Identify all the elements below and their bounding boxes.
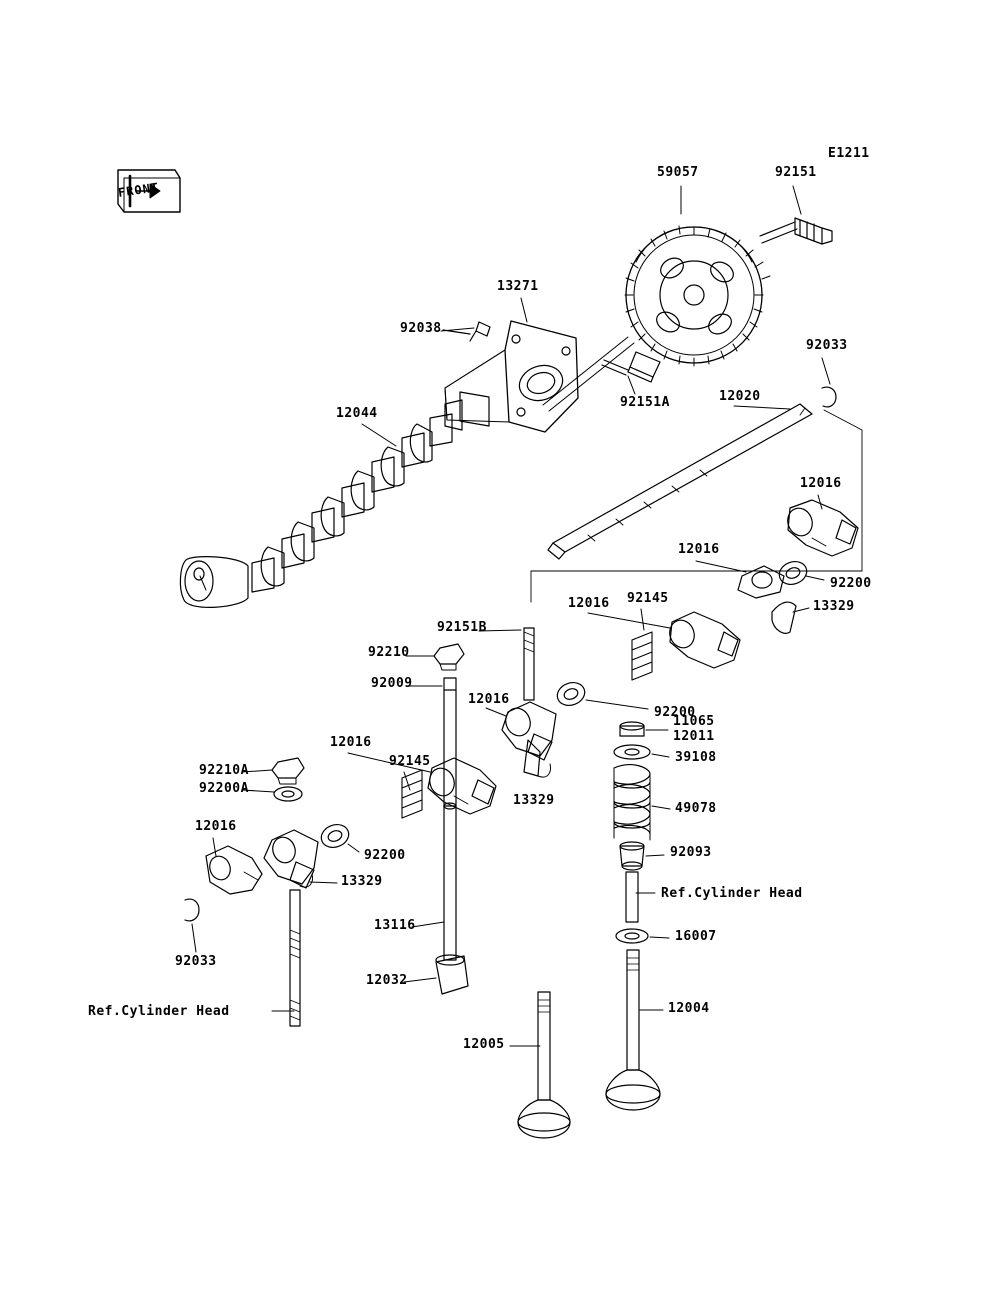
part-label-12016-c: 12016 [568, 596, 610, 611]
part-label-12005: 12005 [463, 1037, 505, 1052]
part-label-11065: 11065 [673, 714, 715, 729]
camshaft-gear [625, 226, 770, 366]
valve-12004 [606, 950, 660, 1110]
locating-pin [443, 322, 490, 341]
part-label-92200-b: 92200 [654, 705, 696, 720]
rocker-shaft [548, 387, 836, 559]
part-label-92038: 92038 [400, 321, 442, 336]
part-label-92145-b: 92145 [389, 754, 431, 769]
part-label-92200A: 92200A [199, 781, 249, 796]
part-label-12004: 12004 [668, 1001, 710, 1016]
holder-bolt [602, 352, 660, 382]
valve-12005 [518, 992, 570, 1138]
center-bolt-stack [434, 628, 534, 994]
valve-spring-stack [614, 722, 650, 943]
part-label-92009: 92009 [371, 676, 413, 691]
part-label-12016-d: 12016 [468, 692, 510, 707]
part-label-92151B: 92151B [437, 620, 487, 635]
part-label-92033-bottom: 92033 [175, 954, 217, 969]
part-label-92093: 92093 [670, 845, 712, 860]
part-label-12044: 12044 [336, 406, 378, 421]
part-label-12011: 12011 [673, 729, 715, 744]
part-label-12020: 12020 [719, 389, 761, 404]
part-label-13271: 13271 [497, 279, 539, 294]
ref-note-left: Ref.Cylinder Head [88, 1004, 230, 1019]
part-label-13329-c: 13329 [341, 874, 383, 889]
push-rod-left [290, 890, 300, 1026]
part-label-59057: 59057 [657, 165, 699, 180]
part-label-13116: 13116 [374, 918, 416, 933]
part-label-92033-top: 92033 [806, 338, 848, 353]
part-label-92200-c: 92200 [364, 848, 406, 863]
ref-note-right: Ref.Cylinder Head [661, 886, 803, 901]
camshaft [180, 392, 489, 607]
part-label-13329-b: 13329 [513, 793, 555, 808]
rocker-arm-assembly-mid-right [554, 612, 740, 709]
part-label-12032: 12032 [366, 973, 408, 988]
rocker-arm-assembly-left [318, 758, 496, 851]
diagram-code: E1211 [828, 146, 870, 161]
part-label-92151: 92151 [775, 165, 817, 180]
part-label-12016-f: 12016 [195, 819, 237, 834]
part-label-13329-a: 13329 [813, 599, 855, 614]
part-label-92210A: 92210A [199, 763, 249, 778]
camshaft-holder [445, 321, 578, 432]
gear-bolt [760, 218, 832, 244]
part-label-49078: 49078 [675, 801, 717, 816]
part-label-92200-a: 92200 [830, 576, 872, 591]
part-label-39108: 39108 [675, 750, 717, 765]
part-label-92210: 92210 [368, 645, 410, 660]
part-label-12016-b: 12016 [678, 542, 720, 557]
adjust-nut-left [272, 758, 304, 801]
part-label-92145-a: 92145 [627, 591, 669, 606]
part-label-12016-e: 12016 [330, 735, 372, 750]
part-label-12016-a: 12016 [800, 476, 842, 491]
leader-lines [192, 186, 830, 1046]
part-label-16007: 16007 [675, 929, 717, 944]
front-marker-label: FRONT [117, 180, 160, 200]
rocker-arm-assembly-bottom-left [185, 830, 318, 921]
part-label-92151A: 92151A [620, 395, 670, 410]
rocker-arm-assembly-mid-left [502, 702, 556, 777]
